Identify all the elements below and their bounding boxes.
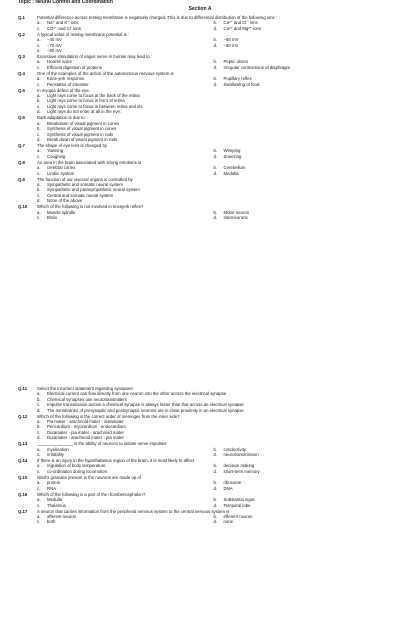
option-text: irritability [47, 452, 64, 458]
option-text: Ca²⁺ and Mg²⁺ ions [223, 25, 261, 31]
option-text: Light rays do not enter at all in the eye. [47, 109, 122, 115]
option-letter: a. [37, 20, 41, 26]
option-text: ribosome [223, 480, 242, 486]
option-text: Weeping [223, 148, 241, 154]
option-letter: c. [37, 131, 41, 137]
question-number: Q.10 [18, 204, 28, 210]
question-item [18, 458, 390, 474]
option-item [37, 137, 390, 142]
option-item [37, 48, 214, 53]
option-item [37, 486, 214, 491]
question-text: Which of the following is the correct order of meninges from the inner side? [37, 413, 180, 419]
option-item [214, 215, 391, 220]
option-letter: d. [213, 502, 218, 508]
option-text: neurotransmission [223, 452, 259, 458]
option-text: Interneurons [223, 214, 248, 220]
option-letter: c. [37, 103, 41, 109]
question-item [18, 386, 390, 413]
options-list [37, 121, 390, 143]
option-item [37, 82, 214, 87]
option-text: Sneezing [223, 153, 242, 159]
option-text: Electrical current can flow directly from one neuron into the other across the electrical synapse [47, 391, 227, 397]
question-list-top [18, 15, 390, 221]
question-text: A neuron that carries information from the peripheral nervous system to the central nervous system is [37, 508, 230, 514]
option-letter: d. [213, 452, 218, 458]
question-number: Q.14 [18, 458, 28, 464]
option-item [214, 82, 391, 87]
option-text: Medulla [47, 497, 63, 503]
option-letter: a. [37, 497, 41, 503]
options-list [37, 463, 390, 474]
question-text: A typical value of resting membrane potential is : [37, 31, 130, 37]
question-text: One of the examples of the action of the autonomous nervous system is [37, 70, 174, 76]
question-item [18, 177, 390, 204]
option-text: efferent neuron [223, 513, 253, 519]
option-text: −60 mV [223, 37, 239, 43]
option-text: RNA [47, 485, 57, 491]
option-letter: a. [37, 37, 41, 43]
option-text: Substantia nigra [223, 497, 255, 503]
question-number: Q.6 [18, 115, 25, 121]
question-text: Dark adaptation is due to [37, 115, 85, 121]
options-list [37, 447, 390, 458]
option-letter: d. [37, 109, 41, 115]
option-text: decision making [223, 463, 255, 469]
option-letter: d. [213, 64, 218, 70]
option-text: Pia mater - arachnoid mater - duramater [47, 419, 124, 425]
option-text: Yawning [47, 148, 64, 154]
option-letter: b. [213, 76, 218, 82]
question-item [18, 492, 390, 508]
option-letter: d. [213, 25, 218, 31]
option-text: Thalamus [47, 502, 66, 508]
option-letter: b. [213, 165, 218, 171]
option-letter: a. [37, 120, 41, 126]
option-letter: a. [37, 76, 41, 82]
option-letter: b. [213, 463, 218, 469]
option-letter: a. [37, 513, 41, 519]
option-letter: a. [37, 165, 41, 171]
option-text: Peristalsis of intestine [47, 81, 89, 87]
option-text: Duramater - pia mater - arachnoid mater [47, 429, 124, 435]
option-text: Synthesis of visual pigment in cones [47, 126, 117, 132]
options-list [37, 165, 390, 176]
question-item [18, 441, 390, 457]
option-letter: c. [37, 502, 41, 508]
option-letter: d. [213, 468, 218, 474]
option-letter: d. [37, 407, 41, 413]
option-item [37, 215, 214, 220]
option-text: Central and somatic neural system [47, 192, 114, 198]
option-text: Hoarse voice [47, 59, 73, 65]
option-letter: d. [37, 136, 41, 142]
option-letter: c. [37, 452, 41, 458]
option-letter: d. [37, 435, 41, 441]
option-letter: c. [37, 519, 41, 525]
option-letter: a. [37, 181, 41, 187]
question-number: Q.16 [18, 491, 28, 497]
question-list-bottom [18, 386, 390, 525]
option-text: Synthesis of visual pigment in rods [47, 131, 114, 137]
option-text: −70 mV [47, 42, 62, 48]
option-item [37, 503, 214, 508]
option-item [214, 469, 391, 474]
option-letter: b. [213, 37, 218, 43]
option-letter: a. [37, 463, 41, 469]
option-letter: d. [213, 214, 218, 220]
question-item [18, 509, 390, 525]
option-item [37, 171, 214, 176]
option-text: both [47, 519, 56, 525]
option-letter: a. [37, 480, 41, 486]
option-text: Muscle spindle [47, 209, 76, 215]
question-number: Q.7 [18, 142, 25, 148]
option-item [37, 198, 390, 203]
option-letter: b. [37, 187, 41, 193]
option-text: Na⁺ and K⁺ ions [47, 20, 79, 26]
option-letter: b. [213, 513, 218, 519]
option-item [214, 65, 391, 70]
option-text: Break down of visual pigment in rods [47, 136, 118, 142]
option-letter: e. [37, 48, 41, 54]
option-letter: c. [37, 25, 41, 31]
option-text: Impulse transmission across a chemical synapse is always faster than that across an electrical synapse [47, 402, 244, 408]
option-text: −90 mV [47, 48, 62, 54]
option-item [37, 519, 214, 524]
option-text: Peptic ulcers [223, 59, 249, 65]
section-heading: Section A [188, 6, 212, 12]
option-text: CO³⁻ and Cl⁻ions [47, 25, 81, 31]
question-item [18, 160, 390, 176]
question-number: Q.4 [18, 70, 25, 76]
option-letter: d. [37, 198, 41, 204]
option-letter: c. [37, 64, 41, 70]
option-item [37, 154, 214, 159]
question-text: Nissl's granules present in the neurons are made up of [37, 474, 142, 480]
question-item [18, 115, 390, 142]
option-text: conductivity [223, 446, 246, 452]
options-list [37, 391, 390, 413]
option-text: The membranes of presynaptic and postsynaptic neurons are in close proximity in an electrical synapse [47, 407, 244, 413]
option-letter: b. [37, 126, 41, 132]
option-text: Duramater - arachnoid mater - pia mater [47, 435, 124, 441]
option-item [214, 486, 391, 491]
option-letter: d. [213, 485, 218, 491]
option-text: Chemical synapses use neurotransmitters [47, 396, 128, 402]
option-letter: c. [37, 468, 41, 474]
option-letter: b. [213, 497, 218, 503]
option-item [214, 503, 391, 508]
question-number: Q.2 [18, 31, 25, 37]
option-item [37, 435, 390, 440]
question-text: Select the incorrect statement regarding synapses: [37, 386, 134, 391]
option-text: Limbic system [47, 170, 75, 176]
question-text: Which of the following is a part of the rhombencephalon? [37, 491, 146, 497]
option-item [214, 26, 391, 31]
option-letter: c. [37, 192, 41, 198]
option-text: protein [47, 480, 61, 486]
option-letter: c. [37, 153, 41, 159]
option-item [214, 519, 391, 524]
option-letter: c. [37, 429, 41, 435]
option-text: Cerebellum [223, 165, 246, 171]
option-text: Pericardium - myocardium - endocardium [47, 424, 126, 430]
option-item [214, 43, 391, 48]
option-item [37, 109, 390, 114]
question-number: Q.5 [18, 87, 25, 93]
question-item [18, 15, 390, 31]
option-letter: a. [37, 446, 41, 452]
options-list [37, 210, 390, 221]
option-text: cerebral cortex [47, 165, 76, 171]
options-list [37, 514, 390, 525]
question-number: Q.9 [18, 176, 25, 182]
option-text: Medulla [223, 170, 239, 176]
option-item [214, 154, 391, 159]
option-letter: a. [37, 391, 41, 397]
question-item [18, 475, 390, 491]
option-text: −40 mV [47, 37, 62, 43]
option-text: Knee-jerk response [47, 76, 85, 82]
option-letter: c. [37, 485, 41, 491]
option-letter: c. [37, 170, 41, 176]
question-text: _______________ is the ability of neurons to initiate nerve impulses [37, 441, 167, 447]
options-list [37, 148, 390, 159]
question-number: Q.3 [18, 54, 25, 60]
options-list [37, 59, 390, 70]
option-letter: c. [37, 81, 41, 87]
question-text: Potential difference across resting membrane is negatively charged. This is due to differential distribution of the following ions : [37, 15, 278, 20]
question-item [18, 204, 390, 220]
option-item [37, 469, 214, 474]
options-list [37, 497, 390, 508]
question-text: The shape of eye lens is changed by [37, 142, 107, 148]
options-list [37, 93, 390, 115]
question-number: Q.15 [18, 474, 28, 480]
question-text: The function of our visceral organs is controlled by [37, 176, 133, 182]
option-text: Motor neuron [223, 209, 250, 215]
option-text: Light rays come to focus in between retina and iris [47, 103, 143, 109]
option-letter: a. [37, 59, 41, 65]
question-text: An area in the brain associated with strong emotions is [37, 159, 142, 165]
option-text: Brain [47, 214, 58, 220]
question-item [18, 143, 390, 159]
question-number: Q.13 [18, 441, 28, 447]
option-text: co-ordination during locomotion [47, 468, 107, 474]
options-list [37, 182, 390, 204]
option-text: Light rays come to focus in front of retina [47, 98, 125, 104]
options-list [37, 419, 390, 441]
option-letter: c. [37, 214, 41, 220]
option-text: Sympathetic and somatic neural system [47, 181, 123, 187]
option-text: Ca²⁺ and Cl⁻ ions [223, 20, 258, 26]
question-number: Q.8 [18, 159, 25, 165]
option-text: Sympathetic and parasympathetic neural system [47, 187, 140, 193]
option-text: Efficient digestion of proteins [47, 64, 102, 70]
question-number: Q.1 [18, 15, 25, 20]
option-text: Breakdown of visual pigment in cones [47, 120, 120, 126]
question-number: Q.12 [18, 413, 28, 419]
option-letter: b. [213, 446, 218, 452]
option-letter: b. [37, 424, 41, 430]
option-item [37, 408, 390, 413]
option-text: Irregular contractions of diaphragm [223, 64, 291, 70]
question-item [18, 32, 390, 54]
option-letter: b. [37, 396, 41, 402]
option-letter: b. [213, 480, 218, 486]
options-list [37, 20, 390, 31]
option-letter: d. [213, 170, 218, 176]
option-item [37, 65, 214, 70]
question-item [18, 71, 390, 87]
option-text: −80 mV [223, 42, 239, 48]
option-letter: d. [213, 42, 218, 48]
question-text: Which of the following is not involved in kneejerk reflex? [37, 204, 144, 210]
option-text: myelination [47, 446, 69, 452]
option-item [214, 171, 391, 176]
option-letter: b. [213, 20, 218, 26]
option-letter: a. [37, 148, 41, 154]
question-item [18, 54, 390, 70]
option-letter: a. [37, 93, 41, 99]
option-text: afferent neuron [47, 513, 77, 519]
option-letter: b. [37, 98, 41, 104]
option-item [214, 452, 391, 457]
option-text: Pupillary reflex [223, 76, 252, 82]
question-text: If there is an injury in the hypothalamus region of the brain, it is most likely to affect [37, 458, 195, 464]
option-letter: c. [37, 402, 41, 408]
option-text: Temporal lobe [223, 502, 251, 508]
option-letter: d. [213, 153, 218, 159]
option-item [37, 26, 214, 31]
options-list [37, 37, 390, 53]
option-text: None of the above [47, 198, 83, 204]
topic-heading: Topic : Neural Control and Coordination [18, 0, 113, 5]
question-number: Q.17 [18, 508, 28, 514]
option-text: short-term memory [223, 468, 260, 474]
question-number: Q.11 [18, 386, 28, 391]
question-text: In myopia defect of the eye. [37, 87, 90, 93]
options-list [37, 76, 390, 87]
option-text: regulation of body temperature [47, 463, 106, 469]
option-item [37, 452, 214, 457]
option-text: Coughing [47, 153, 66, 159]
option-letter: a. [37, 419, 41, 425]
option-text: Swallowing of food [223, 81, 260, 87]
option-text: none [223, 519, 234, 525]
question-item [18, 414, 390, 441]
option-letter: d. [213, 81, 218, 87]
question-text: Excessive stimulation of vagus nerve in human may lead to : [37, 54, 153, 60]
option-letter: b. [213, 59, 218, 65]
options-list [37, 480, 390, 491]
question-item [18, 88, 390, 115]
option-text: Light rays come to focus at the back of the retina [47, 93, 140, 99]
option-letter: b. [213, 209, 218, 215]
option-letter: c. [37, 42, 41, 48]
option-letter: b. [213, 148, 218, 154]
option-text: DNA [223, 485, 233, 491]
option-letter: a. [37, 209, 41, 215]
option-letter: d. [213, 519, 218, 525]
